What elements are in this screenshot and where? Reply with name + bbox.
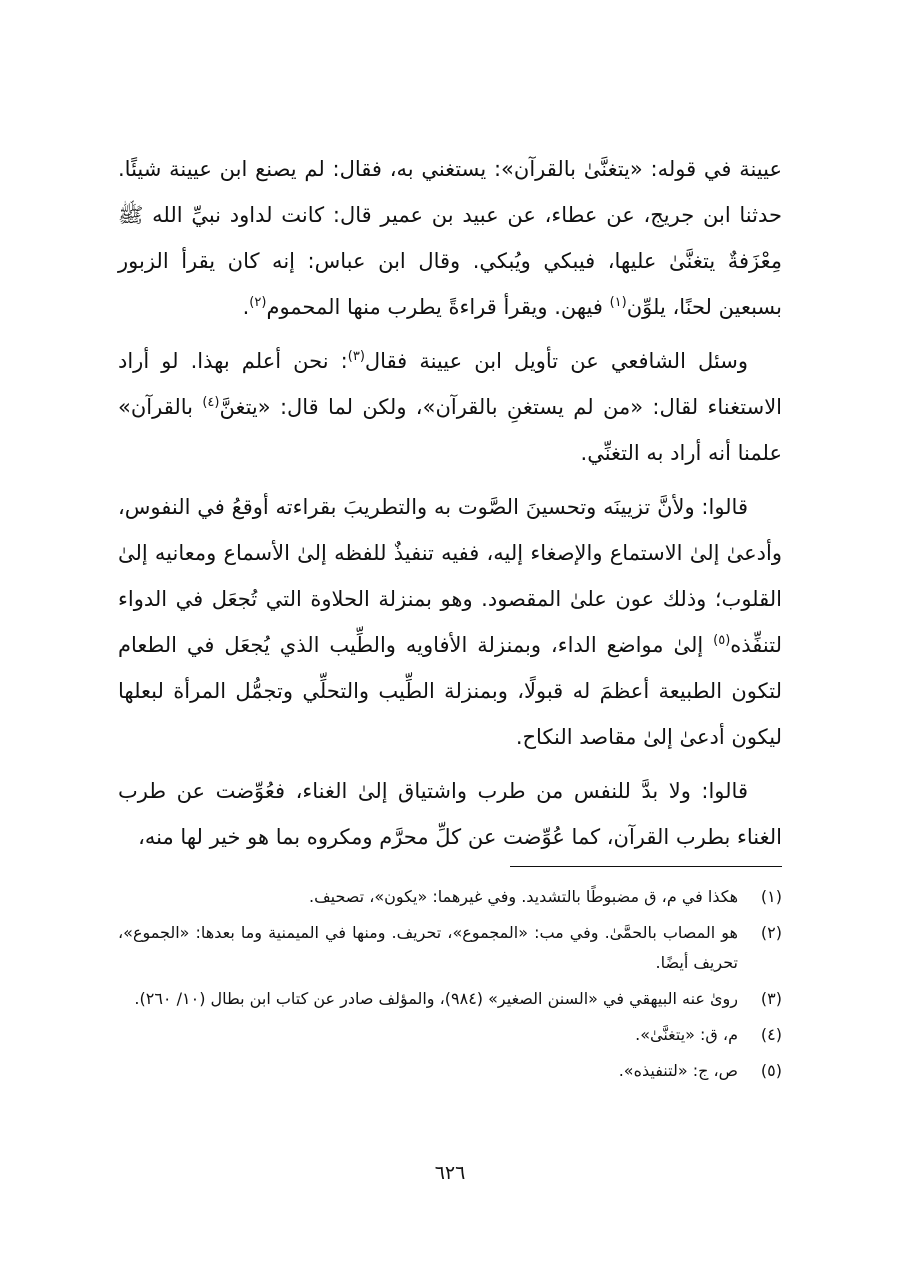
paragraph-3 — [118, 484, 782, 760]
paragraph-1-text: عيينة في قوله: «يتغنَّىٰ بالقرآن»: يستغني به، فقال: لم يصنع ابن عيينة شيئًا. حدثنا ابن جريج، عن عطاء، عن عبيد بن عمير قال: كانت لداود نبيِّ الله ﷺ مِعْزَفةٌ يتغنَّىٰ عليها، فيبكي ويُبكي. وقال ابن عباس: إنه كان يقرأ الزبور بسبعين لحنًا، يلوِّن — [118, 157, 782, 319]
paragraph-3-text: قالوا: ولأنَّ تزيينَه وتحسينَ الصَّوت به والتطريبَ بقراءته أوقعُ في النفوس، وأدعىٰ إلىٰ الاستماع والإصغاء إليه، ففيه تنفيذٌ للفظه إلىٰ الأسماع ومعانيه إلىٰ القلوب؛ وذلك عون علىٰ المقصود. وهو بمنزلة الحلاوة التي تُجعَل في الدواء لتنفِّذه — [118, 495, 782, 657]
paragraph-2-tail: : نحن أعلم بهذا. لو أراد الاستغناء لقال: «من لم يستغنِ بالقرآن»، ولكن لما قال: «يتغنَّ — [118, 349, 783, 419]
footnote-3 — [118, 984, 782, 1014]
footnote-5 — [118, 1056, 782, 1086]
footnote-text: م، ق: «يتغنَّىٰ». — [635, 1025, 738, 1044]
paragraph-2 — [118, 338, 782, 476]
footnotes — [118, 882, 782, 1092]
footnote-ref-2: (٢) — [249, 295, 267, 310]
footnote-number: (٢) — [760, 923, 782, 942]
footnote-text: هكذا في م، ق مضبوطًا بالتشديد. وفي غيرهما: «يكون»، تصحيف. — [308, 887, 738, 906]
footnote-2 — [118, 918, 782, 978]
footnote-text: ص، ج: «لتنفيذه». — [618, 1061, 738, 1080]
footnote-ref-3: (٣) — [347, 349, 365, 364]
paragraph-3-tail: إلىٰ مواضع الداء، وبمنزلة الأفاويه والطِّيب الذي يُجعَل في الطعام لتكون الطبيعة أعظمَ له قبولًا، وبمنزلة الطِّيب والتحلِّي وتجمُّل المرأة لبعلها ليكون أدعىٰ إلىٰ مقاصد النكاح. — [118, 633, 782, 749]
footnote-number: (٤) — [760, 1025, 782, 1044]
footnote-number: (٣) — [760, 989, 782, 1008]
footnote-1 — [118, 882, 782, 912]
paragraph-4-text: قالوا: ولا بدَّ للنفس من طرب واشتياق إلىٰ الغناء، فعُوِّضت عن طرب الغناء بطرب القرآن، كما عُوِّضت عن كلِّ محرَّم ومكروه بما هو خير لها منه، — [118, 779, 782, 849]
page-number: ٦٢٦ — [434, 1162, 466, 1184]
footnote-ref-5: (٥) — [713, 633, 731, 648]
footnote-number: (١) — [760, 887, 782, 906]
paragraph-1 — [118, 146, 782, 330]
footnote-ref-4: (٤) — [202, 395, 220, 410]
main-text — [118, 146, 782, 868]
paragraph-1-tail: فيهن. ويقرأ قراءةً يطرب منها المحموم — [266, 295, 610, 319]
paragraph-2-end: بالقرآن» علمنا أنه أراد به التغنِّي. — [118, 395, 782, 465]
footnote-4 — [118, 1020, 782, 1050]
paragraph-2-text: وسئل الشافعي عن تأويل ابن عيينة فقال — [364, 349, 748, 373]
footnote-number: (٥) — [760, 1061, 782, 1080]
footnote-separator — [510, 866, 782, 867]
paragraph-4 — [118, 768, 782, 860]
footnote-text: روىٰ عنه البيهقي في «السنن الصغير» (٩٨٤)، والمؤلف صادر عن كتاب ابن بطال (١٠/ ٢٦٠). — [134, 989, 738, 1008]
footnote-text: هو المصاب بالحمَّىٰ. وفي مب: «المجموع»، تحريف. ومنها في الميمنية وما بعدها: «الجموع»، تحريف أيضًا. — [118, 923, 738, 972]
paragraph-1-end: . — [242, 295, 250, 319]
footnote-ref-1: (١) — [609, 295, 627, 310]
